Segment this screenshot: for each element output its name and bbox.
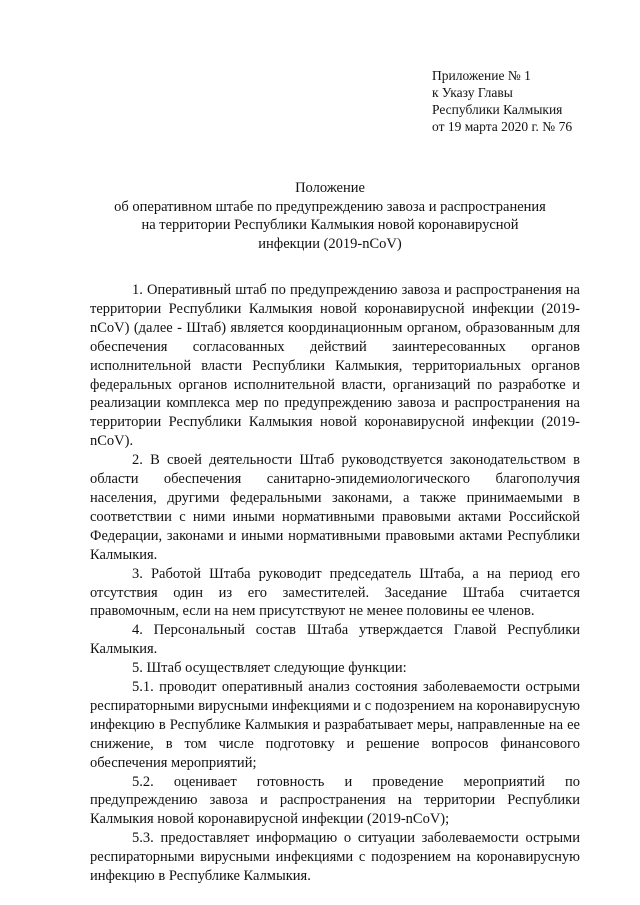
title-line: на территории Республики Калмыкия новой коронавирусной [141, 217, 519, 233]
paragraph-1: 1. Оперативный штаб по предупреждению завоза и распространения на территории Республики Калмыкия новой коронавирусной инфекции (2019-nCoV) (далее - Штаб) является координационным органом, образованным для обеспечения согласованных действий заинтересованных органов исполнительной власти Республики Калмыкия, территориальных органов федеральных органов исполнительной власти, организаций по разработке и реализации комплекса мер по предупреждению завоза и распространения на территории Республики Калмыкия новой коронавирусной инфекции (2019-nCoV). [90, 282, 580, 450]
appendix-line: Республики Калмыкия [432, 102, 563, 117]
paragraph-5-1: 5.1. проводит оперативный анализ состояния заболеваемости острыми респираторными вирусными инфекциями и с подозрением на коронавирусную инфекцию в Республике Калмыкия и разрабатывает меры, направленные на ее снижение, в том числе подготовку и решение вопросов финансового обеспечения мероприятий; [90, 679, 580, 771]
paragraph-5: 5. Штаб осуществляет следующие функции: [132, 660, 407, 677]
title-line: инфекции (2019-nCoV) [258, 235, 402, 252]
appendix-line: к Указу Главы [432, 85, 513, 100]
paragraph-4: 4. Персональный состав Штаба утверждается Главой Республики Калмыкия. [90, 622, 580, 658]
paragraph-3: 3. Работой Штаба руководит председатель Штаба, а на период его отсутствия один из его заместителей. Заседание Штаба считается правомочным, если на нем присутствуют не менее половины ее членов. [90, 565, 580, 620]
paragraph-2: 2. В своей деятельности Штаб руководствуется законодательством в области обеспечения санитарно-эпидемиологического благополучия населения, другими федеральными законами, а также принимаемыми в соответствии с ними иными нормативными правовыми актами Российской Федерации, законами и иными нормативными правовыми актами Республики Калмыкия. [90, 452, 580, 563]
document-body [90, 281, 580, 886]
title-line: об оперативном штабе по предупреждению завоза и распространения [114, 198, 546, 215]
appendix-line: Приложение № 1 [432, 68, 531, 83]
paragraph-5-2: 5.2. оценивает готовность и проведение мероприятий по предупреждению завоза и распространения на территории Республики Калмыкия новой коронавирусной инфекции (2019-nCoV); [90, 773, 580, 828]
title-line: Положение [295, 180, 365, 196]
document-title [60, 179, 600, 253]
appendix-line: от 19 марта 2020 г. № 76 [432, 119, 573, 134]
appendix-header [432, 67, 632, 135]
paragraph-5-3: 5.3. предоставляет информацию о ситуации заболеваемости острыми респираторными вирусными инфекциями с подозрением на коронавирусную инфекцию в Республике Калмыкия. [90, 830, 580, 885]
